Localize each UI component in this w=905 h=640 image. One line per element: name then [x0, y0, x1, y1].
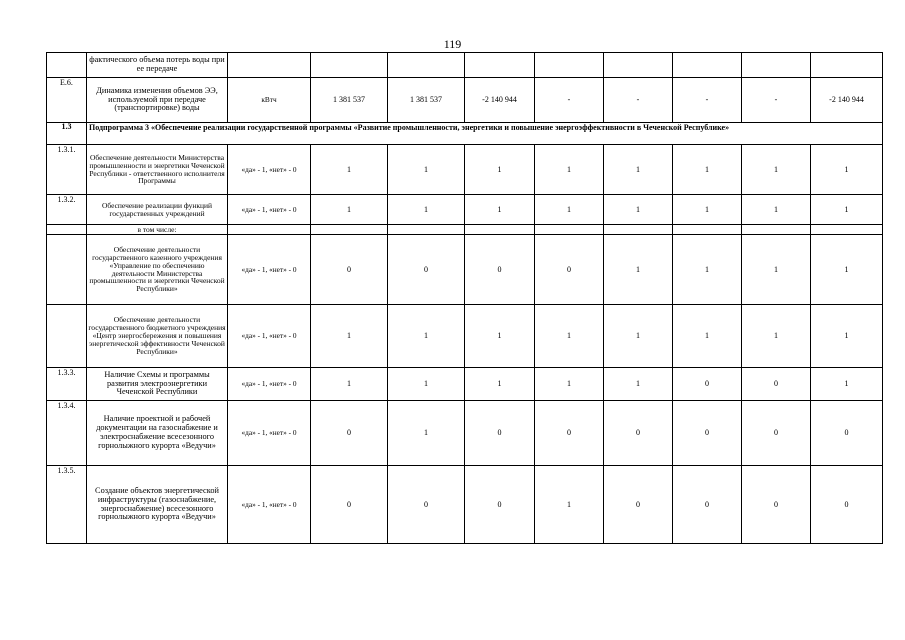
value-cell: 1	[811, 195, 883, 225]
table-row	[47, 235, 883, 305]
value-cell: 0	[311, 401, 388, 466]
unit-cell: «да» - 1, «нет» - 0	[228, 145, 311, 195]
value-cell: 1	[673, 235, 742, 305]
table-row	[47, 195, 883, 225]
value-cell: 1	[535, 195, 604, 225]
value-cell: 0	[311, 466, 388, 544]
row-number	[47, 235, 87, 305]
unit-cell	[228, 225, 311, 235]
value-cell: 0	[673, 466, 742, 544]
value-cell: 1	[388, 368, 465, 401]
value-cell	[811, 225, 883, 235]
value-cell: -	[604, 78, 673, 123]
row-number: 1.3.2.	[47, 195, 87, 225]
value-cell: -	[673, 78, 742, 123]
value-cell: -2 140 944	[465, 78, 535, 123]
row-number: 1.3	[47, 123, 87, 145]
row-number	[47, 225, 87, 235]
value-cell: -2 140 944	[811, 78, 883, 123]
value-cell	[604, 225, 673, 235]
value-cell: 0	[811, 466, 883, 544]
value-cell: 1	[742, 195, 811, 225]
value-cell: 1	[388, 145, 465, 195]
indicator-name: Обеспечение деятельности государственного бюджетного учреждения «Центр энергосбережения и повышения энергетической эффективности Чеченской Республики»	[87, 305, 228, 368]
table-row	[47, 53, 883, 78]
indicator-name: Наличие Схемы и программы развития электроэнергетики Чеченской Республики	[87, 368, 228, 401]
indicator-name: Наличие проектной и рабочей документации на газоснабжение и электроснабжение всесезонного горнолыжного курорта «Ведучи»	[87, 401, 228, 466]
unit-cell: «да» - 1, «нет» - 0	[228, 235, 311, 305]
table-row	[47, 225, 883, 235]
value-cell: 1	[388, 305, 465, 368]
value-cell: 1	[465, 305, 535, 368]
value-cell	[465, 225, 535, 235]
table-row	[47, 123, 883, 145]
value-cell	[673, 225, 742, 235]
value-cell: 1	[535, 368, 604, 401]
row-number: 1.3.1.	[47, 145, 87, 195]
value-cell	[535, 53, 604, 78]
value-cell	[465, 53, 535, 78]
value-cell: 1	[388, 401, 465, 466]
value-cell	[604, 53, 673, 78]
indicator-name: Обеспечение деятельности Министерства промышленности и энергетики Чеченской Республики - ответственного исполнителя Программы	[87, 145, 228, 195]
indicators-table	[46, 52, 883, 544]
value-cell	[811, 53, 883, 78]
indicator-name: Обеспечение деятельности государственного казенного учреждения «Управление по обеспечению деятельности Министерства промышленности и энергетики Чеченской Республики»	[87, 235, 228, 305]
value-cell: 0	[604, 466, 673, 544]
value-cell: 1	[742, 235, 811, 305]
value-cell: 0	[465, 466, 535, 544]
value-cell: 1	[673, 145, 742, 195]
value-cell: 0	[742, 401, 811, 466]
value-cell: 0	[465, 235, 535, 305]
table-row	[47, 145, 883, 195]
table-row	[47, 305, 883, 368]
value-cell: 0	[742, 368, 811, 401]
value-cell: 0	[742, 466, 811, 544]
value-cell: 1	[388, 195, 465, 225]
value-cell: 0	[465, 401, 535, 466]
value-cell: 0	[388, 235, 465, 305]
subprogram-title: Подпрограмма 3 «Обеспечение реализации государственной программы «Развитие промышленности, энергетики и повышение энергоэффективности в Чеченской Республике»	[87, 123, 883, 145]
value-cell	[388, 53, 465, 78]
indicator-name: Динамика изменения объемов ЭЭ, используемой при передаче (транспортировке) воды	[87, 78, 228, 123]
value-cell: 0	[311, 235, 388, 305]
value-cell: 1 381 537	[388, 78, 465, 123]
value-cell: 1	[311, 145, 388, 195]
value-cell: 1	[811, 305, 883, 368]
value-cell: 0	[535, 235, 604, 305]
value-cell: 1	[465, 145, 535, 195]
value-cell: 0	[811, 401, 883, 466]
indicator-name: Обеспечение реализации функций государственных учреждений	[87, 195, 228, 225]
value-cell	[311, 225, 388, 235]
table-row	[47, 401, 883, 466]
value-cell: 1	[673, 195, 742, 225]
value-cell	[311, 53, 388, 78]
value-cell: 1	[811, 235, 883, 305]
value-cell: 1	[604, 145, 673, 195]
value-cell: 1	[465, 368, 535, 401]
value-cell: 0	[388, 466, 465, 544]
value-cell: 1	[311, 368, 388, 401]
unit-cell: «да» - 1, «нет» - 0	[228, 466, 311, 544]
value-cell: 1	[742, 305, 811, 368]
table-row	[47, 368, 883, 401]
row-number: 1.3.4.	[47, 401, 87, 466]
value-cell	[535, 225, 604, 235]
value-cell: 1	[604, 195, 673, 225]
value-cell: 1	[535, 466, 604, 544]
row-number	[47, 305, 87, 368]
unit-cell: «да» - 1, «нет» - 0	[228, 401, 311, 466]
value-cell: 1	[811, 368, 883, 401]
value-cell	[673, 53, 742, 78]
value-cell: 1	[604, 235, 673, 305]
row-number: Е.6.	[47, 78, 87, 123]
value-cell: 0	[673, 401, 742, 466]
value-cell: 1	[311, 305, 388, 368]
page-number: 119	[443, 37, 462, 51]
value-cell: 1	[604, 305, 673, 368]
indicator-name: Создание объектов энергетической инфраструктуры (газоснабжение, энергоснабжение) всесезонного горнолыжного курорта «Ведучи»	[87, 466, 228, 544]
value-cell: 1	[604, 368, 673, 401]
indicator-name: фактического объема потерь воды при ее передаче	[87, 53, 228, 78]
value-cell: 1 381 537	[311, 78, 388, 123]
value-cell: 1	[535, 145, 604, 195]
value-cell	[388, 225, 465, 235]
table-row	[47, 78, 883, 123]
value-cell: -	[742, 78, 811, 123]
unit-cell	[228, 53, 311, 78]
value-cell: 1	[811, 145, 883, 195]
value-cell: 0	[535, 401, 604, 466]
row-number: 1.3.3.	[47, 368, 87, 401]
value-cell: -	[535, 78, 604, 123]
table-row	[47, 466, 883, 544]
row-number: 1.3.5.	[47, 466, 87, 544]
indicator-name: в том числе:	[87, 225, 228, 235]
value-cell	[742, 53, 811, 78]
value-cell: 1	[311, 195, 388, 225]
unit-cell: кВтч	[228, 78, 311, 123]
unit-cell: «да» - 1, «нет» - 0	[228, 368, 311, 401]
value-cell: 1	[742, 145, 811, 195]
value-cell: 0	[673, 368, 742, 401]
value-cell: 0	[604, 401, 673, 466]
unit-cell: «да» - 1, «нет» - 0	[228, 305, 311, 368]
value-cell: 1	[465, 195, 535, 225]
value-cell: 1	[673, 305, 742, 368]
unit-cell: «да» - 1, «нет» - 0	[228, 195, 311, 225]
value-cell	[742, 225, 811, 235]
row-number	[47, 53, 87, 78]
value-cell: 1	[535, 305, 604, 368]
